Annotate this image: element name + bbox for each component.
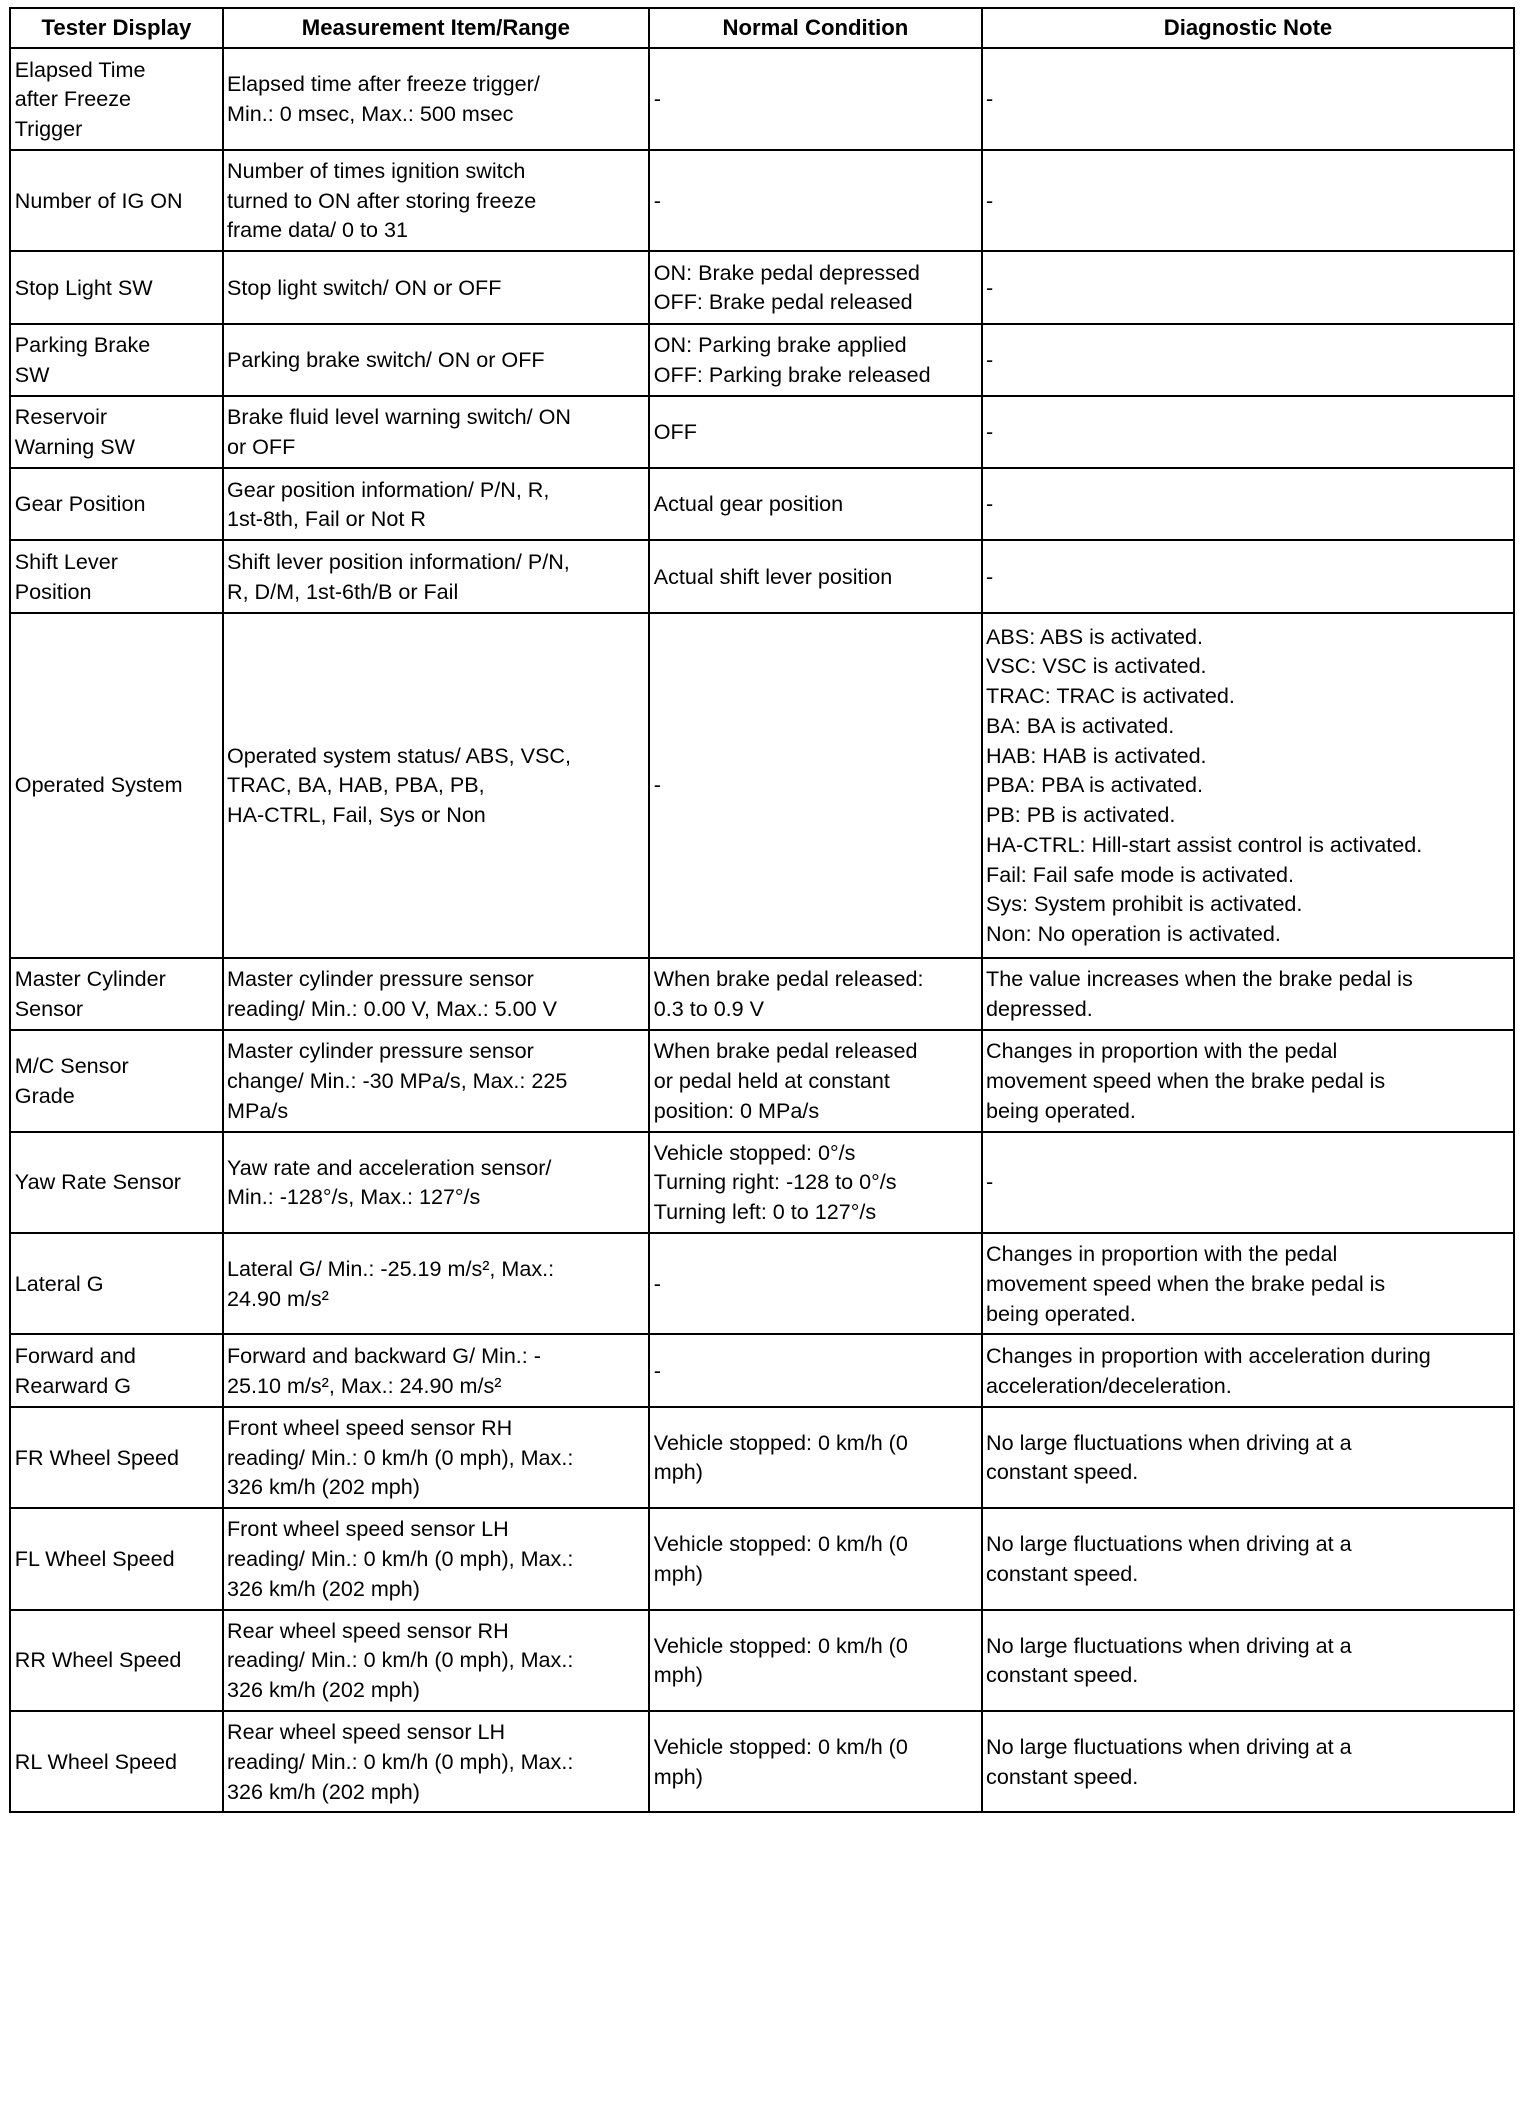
data-list-sheet [9, 7, 1520, 2120]
cell-tester-display: Gear Position [10, 468, 222, 540]
cell-measurement: Front wheel speed sensor RH reading/ Min.: 0 km/h (0 mph), Max.: 326 km/h (202 mph) [223, 1407, 650, 1508]
cell-diagnostic-note: No large fluctuations when driving at a constant speed. [982, 1610, 1515, 1711]
cell-normal-condition: ON: Brake pedal depressed OFF: Brake pedal released [649, 251, 981, 323]
table-row [10, 1508, 1514, 1609]
cell-measurement: Master cylinder pressure sensor change/ Min.: -30 MPa/s, Max.: 225 MPa/s [223, 1030, 650, 1131]
cell-measurement: Gear position information/ P/N, R, 1st-8th, Fail or Not R [223, 468, 650, 540]
cell-normal-condition: Vehicle stopped: 0 km/h (0 mph) [649, 1610, 981, 1711]
cell-tester-display: Number of IG ON [10, 150, 222, 251]
cell-tester-display: Lateral G [10, 1233, 222, 1334]
cell-tester-display: RR Wheel Speed [10, 1610, 222, 1711]
header-diagnostic-note: Diagnostic Note [982, 8, 1515, 48]
table-row [10, 150, 1514, 251]
cell-diagnostic-note: - [982, 251, 1515, 323]
cell-normal-condition: - [649, 1334, 981, 1406]
cell-tester-display: Shift Lever Position [10, 540, 222, 612]
cell-diagnostic-note: - [982, 150, 1515, 251]
cell-tester-display: M/C Sensor Grade [10, 1030, 222, 1131]
cell-diagnostic-note: Changes in proportion with the pedal movement speed when the brake pedal is being operated. [982, 1030, 1515, 1131]
cell-diagnostic-note: The value increases when the brake pedal is depressed. [982, 958, 1515, 1030]
cell-diagnostic-note: No large fluctuations when driving at a constant speed. [982, 1407, 1515, 1508]
cell-measurement: Operated system status/ ABS, VSC, TRAC, BA, HAB, PBA, PB, HA-CTRL, Fail, Sys or Non [223, 613, 650, 958]
cell-diagnostic-note: - [982, 1132, 1515, 1233]
cell-diagnostic-note: - [982, 324, 1515, 396]
cell-diagnostic-note: - [982, 396, 1515, 468]
cell-diagnostic-note: - [982, 468, 1515, 540]
cell-normal-condition: - [649, 48, 981, 149]
cell-normal-condition: Vehicle stopped: 0 km/h (0 mph) [649, 1508, 981, 1609]
cell-measurement: Front wheel speed sensor LH reading/ Min.: 0 km/h (0 mph), Max.: 326 km/h (202 mph) [223, 1508, 650, 1609]
cell-tester-display: Master Cylinder Sensor [10, 958, 222, 1030]
header-measurement-item: Measurement Item/Range [223, 8, 650, 48]
cell-measurement: Yaw rate and acceleration sensor/ Min.: -128°/s, Max.: 127°/s [223, 1132, 650, 1233]
table-row [10, 958, 1514, 1030]
cell-tester-display: FL Wheel Speed [10, 1508, 222, 1609]
data-list-table [9, 7, 1515, 1814]
cell-normal-condition: Actual shift lever position [649, 540, 981, 612]
cell-diagnostic-note: - [982, 540, 1515, 612]
cell-normal-condition: When brake pedal released: 0.3 to 0.9 V [649, 958, 981, 1030]
cell-normal-condition: Vehicle stopped: 0 km/h (0 mph) [649, 1407, 981, 1508]
cell-tester-display: Operated System [10, 613, 222, 958]
cell-normal-condition: Vehicle stopped: 0°/s Turning right: -128 to 0°/s Turning left: 0 to 127°/s [649, 1132, 981, 1233]
cell-diagnostic-note: No large fluctuations when driving at a constant speed. [982, 1508, 1515, 1609]
table-row [10, 48, 1514, 149]
cell-tester-display: Yaw Rate Sensor [10, 1132, 222, 1233]
header-row [10, 8, 1514, 48]
cell-tester-display: Forward and Rearward G [10, 1334, 222, 1406]
cell-normal-condition: Vehicle stopped: 0 km/h (0 mph) [649, 1711, 981, 1812]
cell-measurement: Rear wheel speed sensor LH reading/ Min.: 0 km/h (0 mph), Max.: 326 km/h (202 mph) [223, 1711, 650, 1812]
cell-normal-condition: - [649, 613, 981, 958]
table-row [10, 396, 1514, 468]
table-row [10, 1407, 1514, 1508]
cell-measurement: Rear wheel speed sensor RH reading/ Min.: 0 km/h (0 mph), Max.: 326 km/h (202 mph) [223, 1610, 650, 1711]
cell-normal-condition: OFF [649, 396, 981, 468]
header-tester-display: Tester Display [10, 8, 222, 48]
cell-measurement: Forward and backward G/ Min.: - 25.10 m/s², Max.: 24.90 m/s² [223, 1334, 650, 1406]
cell-measurement: Parking brake switch/ ON or OFF [223, 324, 650, 396]
cell-diagnostic-note: Changes in proportion with the pedal movement speed when the brake pedal is being operated. [982, 1233, 1515, 1334]
table-row [10, 613, 1514, 958]
cell-measurement: Shift lever position information/ P/N, R, D/M, 1st-6th/B or Fail [223, 540, 650, 612]
table-row [10, 1711, 1514, 1812]
cell-normal-condition: - [649, 1233, 981, 1334]
cell-normal-condition: ON: Parking brake applied OFF: Parking brake released [649, 324, 981, 396]
cell-tester-display: Elapsed Time after Freeze Trigger [10, 48, 222, 149]
table-row [10, 1132, 1514, 1233]
table-row [10, 1233, 1514, 1334]
cell-tester-display: RL Wheel Speed [10, 1711, 222, 1812]
table-row [10, 1334, 1514, 1406]
table-row [10, 540, 1514, 612]
cell-measurement: Brake fluid level warning switch/ ON or OFF [223, 396, 650, 468]
cell-tester-display: Reservoir Warning SW [10, 396, 222, 468]
cell-normal-condition: - [649, 150, 981, 251]
cell-diagnostic-note: ABS: ABS is activated. VSC: VSC is activated. TRAC: TRAC is activated. BA: BA is activated. HAB: HAB is activated. PBA: PBA is activated. PB: PB is activated. HA-CTRL: Hill-start assist control is activated. Fail: Fail safe mode is activated. Sys: System prohibit is activated. Non: No operation is activated. [982, 613, 1515, 958]
cell-normal-condition: Actual gear position [649, 468, 981, 540]
cell-measurement: Lateral G/ Min.: -25.19 m/s², Max.: 24.90 m/s² [223, 1233, 650, 1334]
table-row [10, 1610, 1514, 1711]
table-row [10, 1030, 1514, 1131]
cell-diagnostic-note: - [982, 48, 1515, 149]
cell-tester-display: FR Wheel Speed [10, 1407, 222, 1508]
cell-measurement: Number of times ignition switch turned to ON after storing freeze frame data/ 0 to 31 [223, 150, 650, 251]
cell-measurement: Master cylinder pressure sensor reading/ Min.: 0.00 V, Max.: 5.00 V [223, 958, 650, 1030]
cell-diagnostic-note: No large fluctuations when driving at a constant speed. [982, 1711, 1515, 1812]
cell-tester-display: Parking Brake SW [10, 324, 222, 396]
table-row [10, 251, 1514, 323]
table-row [10, 324, 1514, 396]
cell-diagnostic-note: Changes in proportion with acceleration during acceleration/deceleration. [982, 1334, 1515, 1406]
cell-measurement: Stop light switch/ ON or OFF [223, 251, 650, 323]
header-normal-condition: Normal Condition [649, 8, 981, 48]
cell-normal-condition: When brake pedal released or pedal held at constant position: 0 MPa/s [649, 1030, 981, 1131]
table-row [10, 468, 1514, 540]
cell-measurement: Elapsed time after freeze trigger/ Min.: 0 msec, Max.: 500 msec [223, 48, 650, 149]
cell-tester-display: Stop Light SW [10, 251, 222, 323]
